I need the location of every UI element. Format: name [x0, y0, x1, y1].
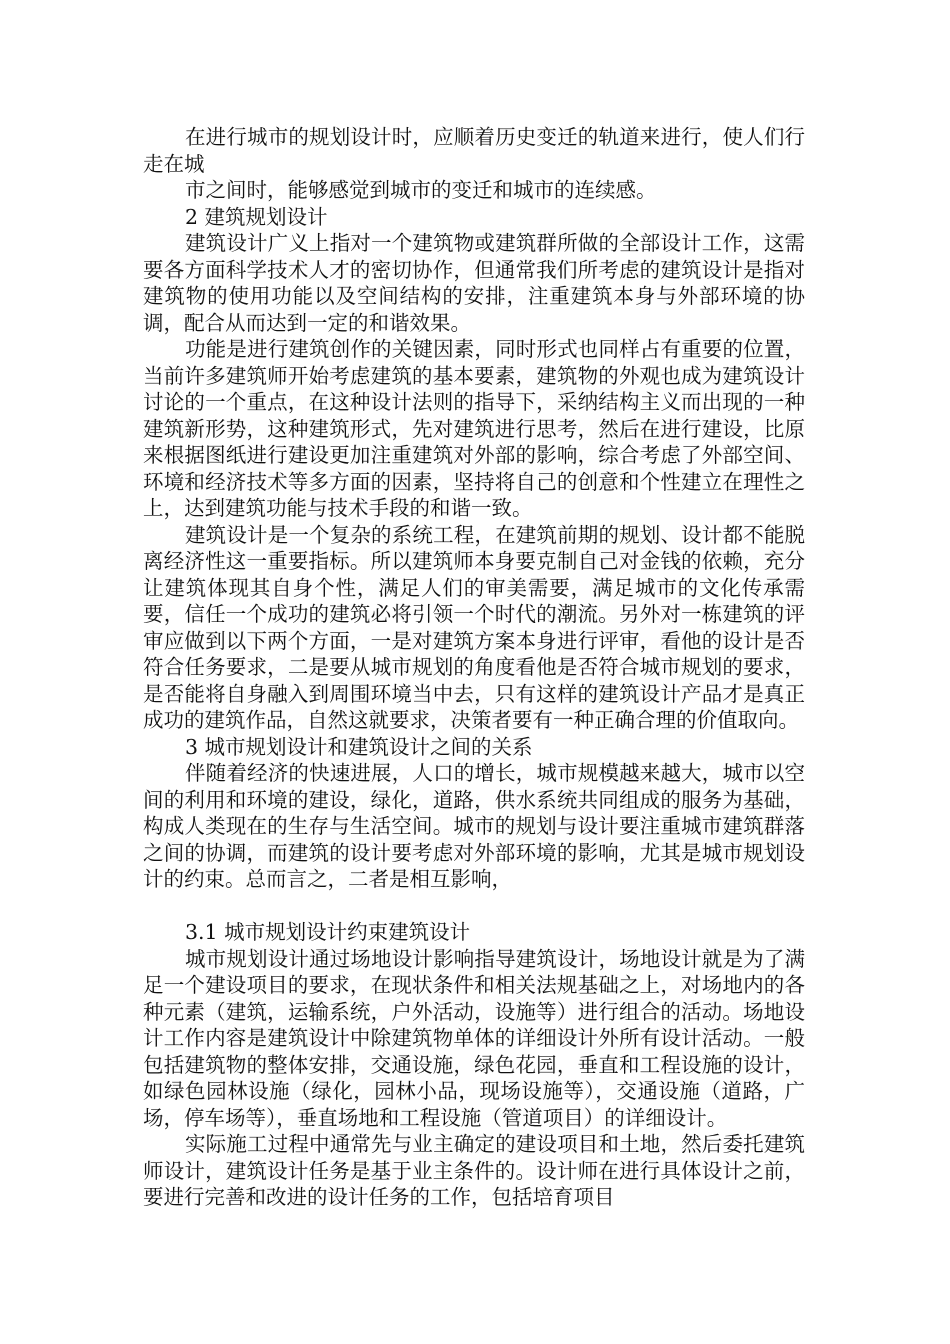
- section-heading-3-1: 3.1 城市规划设计约束建筑设计: [185, 920, 471, 944]
- paragraph-4: 功能是进行建筑创作的关键因素，同时形式也同样占有重要的位置，当前许多建筑师开始考虑建筑的基本要素，建筑物的外观也成为建筑设计讨论的一个重点，在这种设计法则的指导下，采纳结构主义而出现的一种建筑新形势，这种建筑形式，先对建筑进行思考，然后在进行建设，比原来根据图纸进行建设更加注重建筑对外部的影响，综合考虑了外部空间、环境和经济技术等多方面的因素，坚持将自己的创意和个性建立在理性之上，达到建筑功能与技术手段的和谐一致。: [143, 337, 805, 520]
- paragraph-7: 城市规划设计通过场地设计影响指导建筑设计，场地设计就是为了满足一个建设项目的要求，在现状条件和相关法规基础之上，对场地内的各种元素（建筑，运输系统，户外活动，设施等）进行组合的活动。场地设计工作内容是建筑设计中除建筑物单体的详细设计外所有设计活动。一般包括建筑物的整体安排，交通设施，绿色花园，垂直和工程设施的设计，如绿色园林设施（绿化，园林小品，现场设施等），交通设施（道路，广场，停车场等），垂直场地和工程设施（管道项目）的详细设计。: [143, 946, 805, 1130]
- paragraph-6: 伴随着经济的快速进展，人口的增长，城市规模越来越大，城市以空间的利用和环境的建设，绿化，道路，供水系统共同组成的服务为基础，构成人类现在的生存与生活空间。城市的规划与设计要注重城市建筑群落之间的协调，而建筑的设计要考虑对外部环境的影响，尤其是城市规划设计的约束。总而言之，二者是相互影响，: [143, 761, 805, 891]
- paragraph-3: 建筑设计广义上指对一个建筑物或建筑群所做的全部设计工作，这需要各方面科学技术人才的密切协作，但通常我们所考虑的建筑设计是指对建筑物的使用功能以及空间结构的安排，注重建筑本身与外部环境的协调，配合从而达到一定的和谐效果。: [143, 231, 805, 335]
- paragraph-1: 在进行城市的规划设计时，应顺着历史变迁的轨道来进行，使人们行走在城: [143, 125, 805, 176]
- blank-line: [143, 893, 805, 920]
- paragraph-2: 市之间时，能够感觉到城市的变迁和城市的连续感。: [185, 178, 657, 202]
- section-heading-3: 3 城市规划设计和建筑设计之间的关系: [185, 734, 533, 759]
- paragraph-5: 建筑设计是一个复杂的系统工程，在建筑前期的规划、设计都不能脱离经济性这一重要指标。所以建筑师本身要克制自己对金钱的依赖，充分让建筑体现其自身个性，满足人们的审美需要，满足城市的文化传承需要，信任一个成功的建筑必将引领一个时代的潮流。另外对一栋建筑的评审应做到以下两个方面，一是对建筑方案本身进行评审，看他的设计是否符合任务要求，二是要从城市规划的角度看他是否符合城市规划的要求，是否能将自身融入到周围环境当中去，只有这样的建筑设计产品才是真正成功的建筑作品，自然这就要求，决策者要有一种正确合理的价值取向。: [143, 522, 805, 732]
- paragraph-8: 实际施工过程中通常先与业主确定的建设项目和土地，然后委托建筑师设计，建筑设计任务是基于业主条件的。设计师在进行具体设计之前，要进行完善和改进的设计任务的工作，包括培育项目: [143, 1132, 805, 1209]
- section-heading-2: 2 建筑规划设计: [185, 204, 328, 229]
- document-body: [143, 124, 805, 1211]
